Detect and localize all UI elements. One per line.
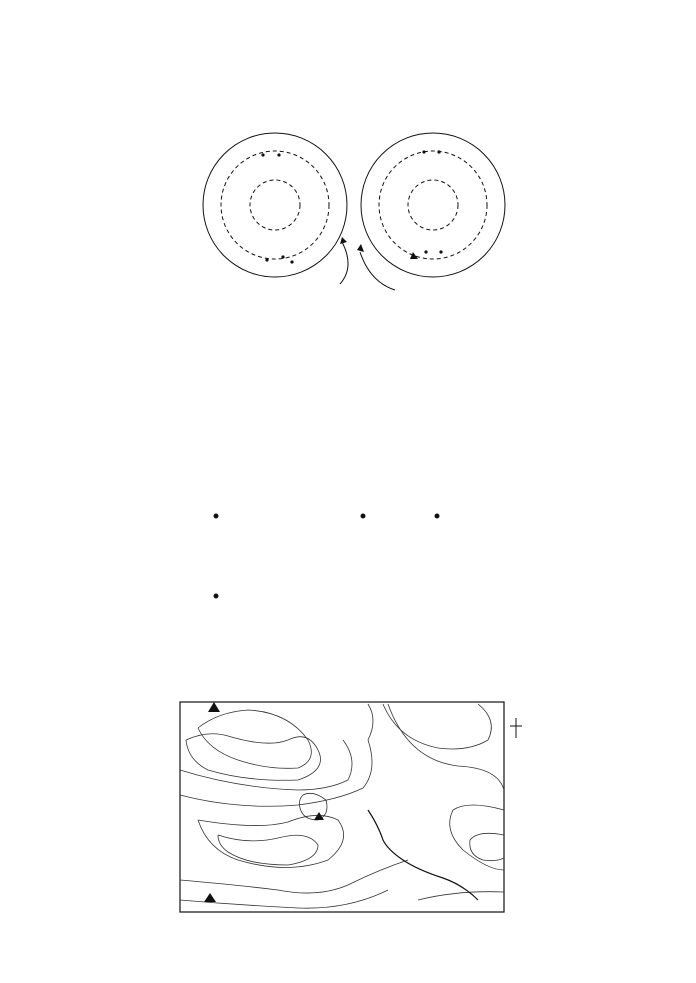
map-frame <box>180 702 504 912</box>
arrow-head-icon <box>340 237 347 244</box>
arrow-head-icon <box>357 244 364 252</box>
polar-projection-figure <box>190 112 520 297</box>
right-polar-circle <box>361 133 505 277</box>
lat-lon-grid-figure <box>160 450 510 605</box>
contour-map-figure <box>178 700 534 916</box>
rotation-arrow-left <box>340 242 348 284</box>
rotation-arrow-right <box>360 252 395 290</box>
left-polar-circle <box>203 133 347 277</box>
north-arrow <box>510 718 522 738</box>
